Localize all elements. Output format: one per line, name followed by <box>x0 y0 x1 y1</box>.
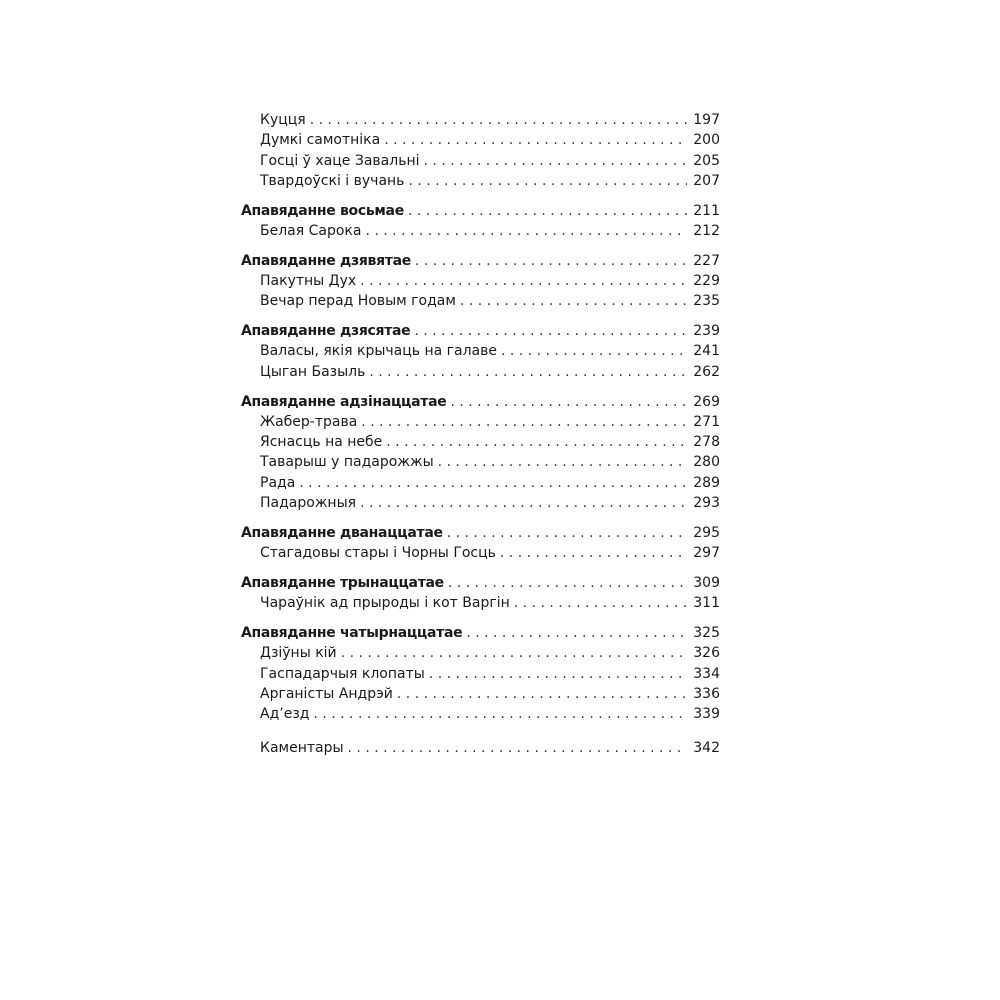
dot-leader <box>408 201 687 221</box>
toc-entry-title: Думкі самотніка <box>260 132 381 149</box>
toc-section-heading[interactable] <box>241 201 720 221</box>
toc-section-heading[interactable] <box>241 321 720 341</box>
toc-page-number: 289 <box>693 474 720 491</box>
toc-page-number: 342 <box>693 739 720 756</box>
dot-leader <box>501 341 687 361</box>
section-gap <box>241 725 720 738</box>
toc-section-heading[interactable] <box>241 573 720 593</box>
dot-leader <box>500 543 687 563</box>
toc-page-number: 197 <box>693 112 720 128</box>
dot-leader <box>360 271 687 291</box>
toc-entry-title: Валасы, якія крычаць на галаве <box>260 343 497 360</box>
dot-leader <box>424 151 688 171</box>
toc-page-number: 339 <box>693 706 720 723</box>
dot-leader <box>448 573 687 593</box>
toc-entry[interactable] <box>241 432 720 452</box>
toc-page-number: 239 <box>693 323 720 340</box>
toc-entry[interactable] <box>241 221 720 241</box>
toc-entry[interactable] <box>241 271 720 291</box>
toc-page-number: 200 <box>693 132 720 149</box>
dot-leader <box>365 221 687 241</box>
toc-page-number: 326 <box>693 645 720 662</box>
dot-leader <box>460 291 687 311</box>
toc-entry[interactable] <box>241 684 720 704</box>
toc-entry[interactable] <box>241 171 720 191</box>
toc-entry-title: Ад’езд <box>260 706 310 723</box>
toc-page-number: 293 <box>693 495 720 512</box>
toc-entry-title: Госці ў хаце Завальні <box>260 152 420 169</box>
toc-entry[interactable] <box>241 452 720 472</box>
dot-leader <box>429 664 687 684</box>
toc-entry[interactable] <box>241 738 720 758</box>
toc-entry-title: Гаспадарчыя клопаты <box>260 665 425 682</box>
dot-leader <box>361 412 687 432</box>
table-of-contents <box>241 110 720 758</box>
toc-entry-title: Рада <box>260 474 296 491</box>
toc-page-number: 212 <box>693 222 720 239</box>
toc-page-number: 227 <box>693 252 720 269</box>
toc-entry-title: Яснасць на небе <box>260 434 383 451</box>
toc-page-number: 235 <box>693 293 720 310</box>
toc-entry[interactable] <box>241 151 720 171</box>
toc-page-number: 269 <box>693 393 720 410</box>
dot-leader <box>386 432 687 452</box>
toc-entry[interactable] <box>241 473 720 493</box>
toc-entry-title: Дзіўны кій <box>260 645 337 662</box>
toc-page-number: 297 <box>693 545 720 562</box>
dot-leader <box>438 452 688 472</box>
dot-leader <box>310 110 688 130</box>
toc-entry-title: Белая Сарока <box>260 222 362 239</box>
dot-leader <box>447 523 688 543</box>
toc-page-number: 295 <box>693 524 720 541</box>
toc-page-number: 207 <box>693 172 720 189</box>
dot-leader <box>369 362 687 382</box>
toc-entry[interactable] <box>241 362 720 382</box>
section-gap <box>241 513 720 523</box>
toc-page-number: 211 <box>693 202 720 219</box>
dot-leader <box>415 251 687 271</box>
toc-page-number: 311 <box>693 595 720 612</box>
toc-entry[interactable] <box>241 664 720 684</box>
toc-entry[interactable] <box>241 110 720 130</box>
dot-leader <box>414 321 687 341</box>
toc-entry-title: Каментары <box>260 739 344 756</box>
toc-entry-title: Пакутны Дух <box>260 273 357 290</box>
toc-entry-title: Стагадовы стары і Чорны Госць <box>260 545 496 562</box>
toc-section-heading[interactable] <box>241 623 720 643</box>
dot-leader <box>348 738 688 758</box>
dot-leader <box>397 684 687 704</box>
toc-entry-title: Твардоўскі і вучань <box>260 172 405 189</box>
toc-entry-title: Апавяданне дзясятае <box>241 323 411 340</box>
toc-entry-title: Апавяданне дзявятае <box>241 252 411 269</box>
toc-page-number: 334 <box>693 665 720 682</box>
toc-page-number: 241 <box>693 343 720 360</box>
toc-entry-title: Апавяданне чатырнаццатае <box>241 625 463 642</box>
dot-leader <box>384 130 687 150</box>
toc-entry[interactable] <box>241 341 720 361</box>
toc-entry[interactable] <box>241 593 720 613</box>
toc-entry-title: Апавяданне дванаццатае <box>241 524 443 541</box>
toc-entry[interactable] <box>241 704 720 724</box>
dot-leader <box>341 643 688 663</box>
dot-leader <box>299 473 687 493</box>
toc-entry-title: Чараўнік ад прыроды і кот Варгін <box>260 595 510 612</box>
dot-leader <box>514 593 688 613</box>
toc-entry-title: Вечар перад Новым годам <box>260 293 456 310</box>
toc-page-number: 280 <box>693 454 720 471</box>
toc-page-number: 278 <box>693 434 720 451</box>
dot-leader <box>313 704 687 724</box>
toc-entry[interactable] <box>241 493 720 513</box>
toc-entry-title: Арганісты Андрэй <box>260 685 393 702</box>
toc-entry-title: Куцця <box>260 112 306 128</box>
toc-page-number: 262 <box>693 363 720 380</box>
section-gap <box>241 614 720 624</box>
toc-section-heading[interactable] <box>241 392 720 412</box>
section-gap <box>241 312 720 322</box>
toc-entry-title: Жабер-трава <box>260 413 358 430</box>
toc-entry-title: Апавяданне адзінаццатае <box>241 393 447 410</box>
toc-section-heading[interactable] <box>241 251 720 271</box>
toc-entry-title: Цыган Базыль <box>260 363 366 380</box>
toc-page-number: 309 <box>693 574 720 591</box>
dot-leader <box>408 171 687 191</box>
toc-page-number: 336 <box>693 685 720 702</box>
toc-entry[interactable] <box>241 543 720 563</box>
toc-entry[interactable] <box>241 291 720 311</box>
toc-entry[interactable] <box>241 130 720 150</box>
section-gap <box>241 382 720 392</box>
toc-entry-title: Апавяданне восьмае <box>241 202 404 219</box>
toc-page-number: 229 <box>693 273 720 290</box>
toc-entry[interactable] <box>241 643 720 663</box>
toc-page-number: 271 <box>693 413 720 430</box>
toc-entry-title: Таварыш у падарожжы <box>260 454 434 471</box>
section-gap <box>241 241 720 251</box>
dot-leader <box>450 392 687 412</box>
section-gap <box>241 191 720 201</box>
dot-leader <box>360 493 687 513</box>
dot-leader <box>466 623 687 643</box>
toc-page-number: 205 <box>693 152 720 169</box>
toc-entry-title: Апавяданне трынаццатае <box>241 574 444 591</box>
toc-entry-title: Падарожныя <box>260 495 357 512</box>
toc-entry[interactable] <box>241 412 720 432</box>
toc-section-heading[interactable] <box>241 523 720 543</box>
toc-page-number: 325 <box>693 625 720 642</box>
section-gap <box>241 563 720 573</box>
